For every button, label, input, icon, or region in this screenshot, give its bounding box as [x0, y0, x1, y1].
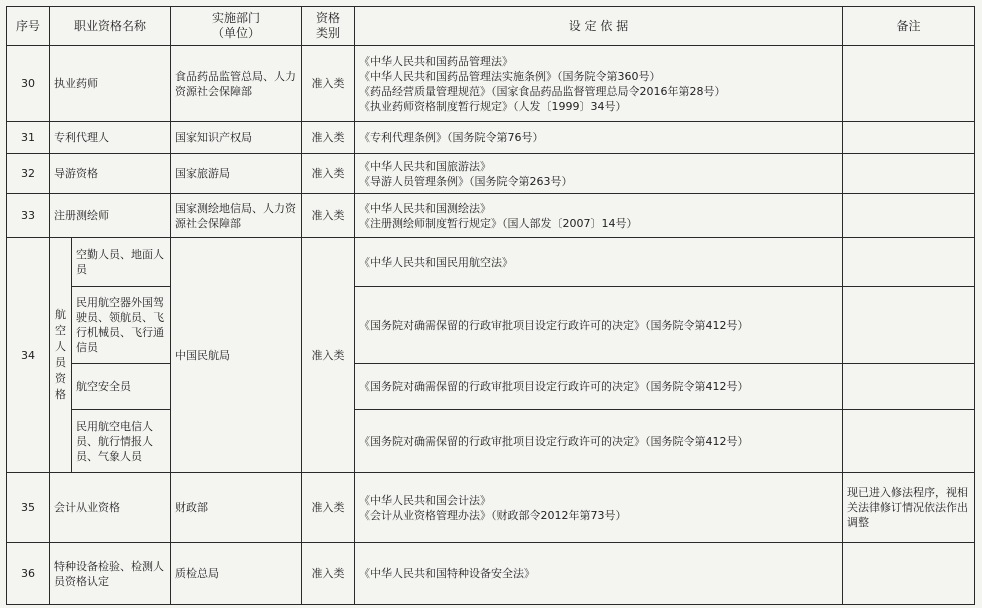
row-note	[843, 364, 975, 410]
row-dept: 质检总局	[171, 543, 302, 605]
basis-line: 《中华人民共和国特种设备安全法》	[359, 567, 536, 580]
group-name-char: 航	[55, 308, 66, 321]
row-name: 特种设备检验、检测人员资格认定	[50, 543, 171, 605]
header-row	[7, 7, 975, 46]
row-name: 执业药师	[50, 46, 171, 122]
basis-line: 《国务院对确需保留的行政审批项目设定行政许可的决定》（国务院令第412号）	[359, 318, 749, 332]
group-name	[50, 238, 72, 473]
row-note	[843, 238, 975, 287]
basis-line: 《执业药师资格制度暂行规定》（人发〔1999〕34号）	[359, 99, 627, 113]
basis-line: 《国务院对确需保留的行政审批项目设定行政许可的决定》（国务院令第412号）	[359, 380, 749, 393]
header-category-main: 资格	[316, 11, 341, 25]
header-no: 序号	[7, 7, 50, 46]
group-name-char: 人	[55, 340, 66, 353]
row-basis	[355, 238, 843, 287]
row-dept: 财政部	[171, 473, 302, 543]
basis-line: 《药品经营质量管理规范》（国家食品药品监督管理总局令2016年第28号）	[359, 84, 726, 98]
row-no: 35	[7, 473, 50, 543]
basis-line: 《中华人民共和国药品管理法实施条例》（国务院令第360号）	[359, 69, 661, 83]
row-basis	[355, 364, 843, 410]
row-name: 注册测绘师	[50, 194, 171, 238]
basis-line: 《注册测绘师制度暂行规定》（国人部发〔2007〕14号）	[359, 216, 638, 230]
basis-line: 《会计从业资格管理办法》（财政部令2012年第73号）	[359, 508, 627, 522]
row-dept: 食品药品监管总局、人力资源社会保障部	[171, 46, 302, 122]
row-category: 准入类	[302, 473, 355, 543]
group-name-char: 员	[55, 356, 66, 369]
row-dept: 中国民航局	[171, 238, 302, 473]
row-note	[843, 410, 975, 473]
row-note: 现已进入修法程序，视相关法律修订情况依法作出调整	[843, 473, 975, 543]
row-category: 准入类	[302, 194, 355, 238]
row-basis	[355, 46, 843, 122]
header-dept-sub: （单位）	[212, 26, 261, 40]
row-note	[843, 543, 975, 605]
sub-name: 民用航空电信人员、航行情报人员、气象人员	[72, 410, 171, 473]
basis-line: 《中华人民共和国会计法》	[359, 493, 492, 507]
table-row	[7, 410, 975, 473]
row-no: 32	[7, 154, 50, 194]
row-basis	[355, 410, 843, 473]
table-row	[7, 122, 975, 154]
header-category-sub: 类别	[316, 26, 341, 40]
row-dept: 国家知识产权局	[171, 122, 302, 154]
row-no: 31	[7, 122, 50, 154]
row-dept: 国家旅游局	[171, 154, 302, 194]
qualification-table	[6, 6, 975, 605]
row-basis	[355, 194, 843, 238]
row-note	[843, 154, 975, 194]
table-row	[7, 287, 975, 364]
basis-line: 《国务院对确需保留的行政审批项目设定行政许可的决定》（国务院令第412号）	[359, 434, 749, 448]
basis-line: 《中华人民共和国民用航空法》	[359, 255, 514, 269]
group-name-char: 格	[55, 388, 66, 401]
row-category: 准入类	[302, 543, 355, 605]
table-row	[7, 194, 975, 238]
sub-name: 民用航空器外国驾驶员、领航员、飞行机械员、飞行通信员	[72, 287, 171, 364]
basis-line: 《中华人民共和国测绘法》	[359, 201, 492, 215]
row-basis	[355, 543, 843, 605]
row-name: 会计从业资格	[50, 473, 171, 543]
group-name-char: 资	[55, 372, 66, 385]
row-no: 33	[7, 194, 50, 238]
table-row	[7, 46, 975, 122]
header-note: 备注	[843, 7, 975, 46]
table-row	[7, 364, 975, 410]
table-row	[7, 238, 975, 287]
row-basis	[355, 473, 843, 543]
row-name: 导游资格	[50, 154, 171, 194]
table-row	[7, 543, 975, 605]
row-note	[843, 46, 975, 122]
row-basis	[355, 154, 843, 194]
sub-name: 航空安全员	[72, 364, 171, 410]
row-category: 准入类	[302, 46, 355, 122]
sub-name: 空勤人员、地面人员	[72, 238, 171, 287]
row-note	[843, 122, 975, 154]
header-dept-main: 实施部门	[212, 11, 261, 25]
row-basis	[355, 122, 843, 154]
basis-line: 《中华人民共和国药品管理法》	[359, 54, 514, 68]
row-note	[843, 194, 975, 238]
row-dept: 国家测绘地信局、人力资源社会保障部	[171, 194, 302, 238]
row-no: 34	[7, 238, 50, 473]
header-category	[302, 7, 355, 46]
header-dept	[171, 7, 302, 46]
basis-line: 《中华人民共和国旅游法》	[359, 159, 492, 173]
basis-line: 《导游人员管理条例》（国务院令第263号）	[359, 174, 573, 188]
header-name: 职业资格名称	[50, 7, 171, 46]
row-category: 准入类	[302, 154, 355, 194]
row-name: 专利代理人	[50, 122, 171, 154]
row-category: 准入类	[302, 122, 355, 154]
row-category: 准入类	[302, 238, 355, 473]
row-no: 36	[7, 543, 50, 605]
row-note	[843, 287, 975, 364]
basis-line: 《专利代理条例》（国务院令第76号）	[359, 131, 544, 144]
table-row	[7, 473, 975, 543]
row-no: 30	[7, 46, 50, 122]
row-basis	[355, 287, 843, 364]
group-name-char: 空	[55, 324, 66, 337]
header-basis: 设 定 依 据	[355, 7, 843, 46]
table-row	[7, 154, 975, 194]
